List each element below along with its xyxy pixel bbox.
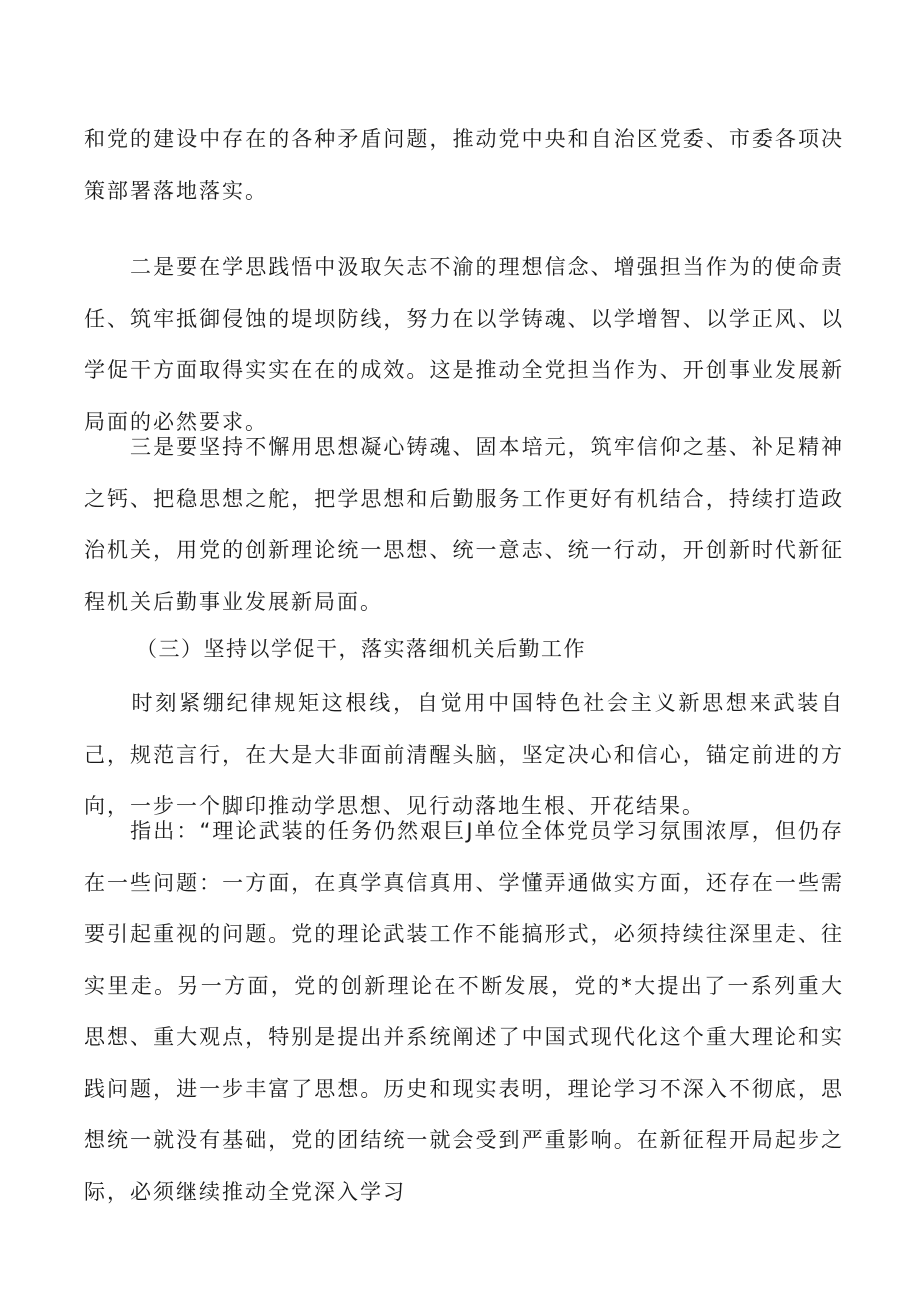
paragraph-theory: 指出：“理论武装的任务仍然艰巨J单位全体党员学习氛围浓厚，但仍存在一些问题：一方面，在真学真信真用、学懂弄通做实方面，还存在一些需要引起重视的问题。党的理论武装工作不能搞形式，必须持续往深里走、往实里走。另一方面，党的创新理论在不断发展，党的*大提出了一系列重大思想、重大观点，特别是提出并系统阐述了中国式现代化这个重大理论和实践问题，进一步丰富了思想。历史和现实表明，理论学习不深入不彻底，思想统一就没有基础，党的团结统一就会受到严重影响。在新征程开局起步之际，必须继续推动全党深入学习: [84, 819, 844, 1204]
paragraph-point-three: 三是要坚持不懈用思想凝心铸魂、固本培元，筑牢信仰之基、补足精神之钙、把稳思想之舵，把学思想和后勤服务工作更好有机结合，持续打造政治机关，用党的创新理论统一思想、统一意志、统一行动，开创新时代新征程机关后勤事业发展新局面。: [84, 435, 844, 614]
paragraph-discipline: 时刻紧绷纪律规矩这根线，自觉用中国特色社会主义新思想来武装自己，规范言行，在大是大非面前清醒头脑，坚定决心和信心，锚定前进的方向，一步一个脚印推动学思想、见行动落地生根、开花结果。: [84, 691, 844, 818]
section-heading: （三）坚持以学促干，落实落细机关后勤工作: [136, 637, 586, 661]
paragraph-point-two: 二是要在学思践悟中汲取矢志不渝的理想信念、增强担当作为的使命责任、筑牢抵御侵蚀的堤坝防线，努力在以学铸魂、以学增智、以学正风、以学促干方面取得实实在在的成效。这是推动全党担当作为、开创事业发展新局面的必然要求。: [84, 255, 844, 434]
paragraph-continuation: 和党的建设中存在的各种矛盾问题，推动党中央和自治区党委、市委各项决策部署落地落实。: [84, 127, 844, 203]
